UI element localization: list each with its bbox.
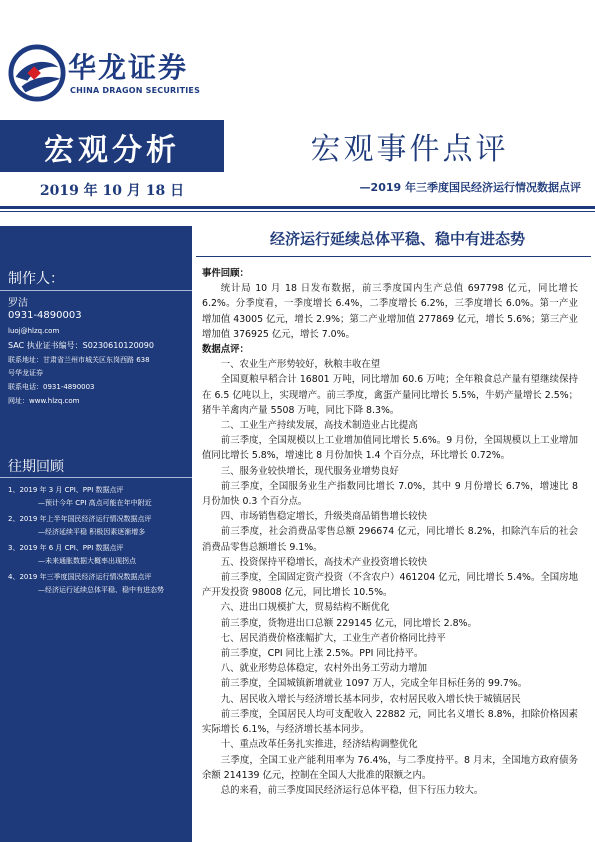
- body-paragraph: 六、进出口规模扩大，贸易结构不断优化: [220, 602, 390, 614]
- history-item-subtitle: —未来通胀数据大概率出现拐点: [38, 557, 136, 565]
- body-paragraph: 五、投资保持平稳增长，高技术产业投资增长较快: [220, 556, 428, 568]
- body-paragraph: 八、就业形势总体稳定，农村外出务工劳动力增加: [220, 663, 428, 675]
- article-headline: 经济运行延续总体平稳、稳中有进态势: [269, 230, 525, 248]
- body-paragraph: 九、居民收入增长与经济增长基本同步，农村居民收入增长快于城镇居民: [220, 693, 521, 705]
- category-title: 宏观分析: [44, 133, 180, 168]
- sac-certificate: SAC 执业证书编号：S0230610120090: [8, 341, 154, 350]
- brand-logo: [8, 42, 201, 112]
- body-paragraph: 三季度，全国工业产能利用率为 76.4%，与二季度持平。8 月末，全国地方政府债务余额 214139 亿元，控制在全国人大批准的限额之内。: [202, 754, 578, 781]
- history-item-title[interactable]: 1、2019 年 3 月 CPI、PPI 数据点评: [8, 486, 124, 494]
- section-heading: 数据点评：: [202, 344, 249, 356]
- contact-website[interactable]: 网址：www.hlzq.com: [8, 397, 80, 405]
- report-title: 宏观事件点评: [310, 132, 509, 167]
- analyst-email[interactable]: luoj@hlzq.com: [8, 327, 60, 335]
- body-paragraph: 总的来看，前三季度国民经济运行总体平稳，但下行压力较大。: [220, 784, 484, 796]
- section-heading: 事件回顾：: [202, 268, 249, 279]
- analyst-name: 罗洁: [8, 298, 28, 309]
- report-date: 2019 年 10 月 18 日: [39, 183, 185, 199]
- history-item-title[interactable]: 2、2019 年上半年国民经济运行情况数据点评: [8, 515, 152, 523]
- body-paragraph: 二、工业生产持续发展，高技术制造业占比提高: [220, 420, 418, 432]
- body-paragraph: 前三季度，全国规模以上工业增加值同比增长 5.6%。9 月份，全国规模以上工业增加值同比增长 5.8%，增速比 8 月份加快 1.4 个百分点，环比增长 0.72%。: [202, 435, 578, 462]
- report-title-band: [224, 120, 595, 172]
- history-item-subtitle: —经济运行延续总体平稳、稳中有进态势: [38, 586, 164, 594]
- brand-name-cn: 华龙证券: [68, 51, 189, 84]
- contact-address-cont: 号华龙证券: [8, 369, 43, 377]
- history-list: [8, 485, 190, 595]
- body-paragraph: 前三季度，全国居民人均可支配收入 22882 元，同比名义增长 8.8%，扣除价格因素实际增长 6.1%，与经济增长基本同步。: [202, 708, 578, 736]
- analyst-phone: 0931-4890003: [8, 310, 82, 321]
- body-paragraph: 十、重点改革任务扎实推进，经济结构调整优化: [220, 739, 418, 751]
- contact-phone: 联系电话：0931-4890003: [8, 383, 95, 391]
- dragon-swirl-logo-icon: [8, 44, 66, 102]
- body-paragraph: 四、市场销售稳定增长，升级类商品销售增长较快: [220, 511, 428, 523]
- headline-divider: [196, 256, 591, 257]
- body-paragraph: 前三季度，全国固定资产投资（不含农户）461204 亿元，同比增长 5.4%。全国房地产开发投资 98008 亿元，同比增长 10.5%。: [202, 572, 578, 599]
- body-paragraph: 前三季度，全国城镇新增就业 1097 万人，完成全年目标任务的 99.7%。: [220, 678, 528, 690]
- analyst-heading: 制作人：: [8, 271, 64, 287]
- body-paragraph: 前三季度，社会消费品零售总额 296674 亿元，同比增长 8.2%，扣除汽车后的社会消费品零售总额增长 9.1%。: [202, 526, 578, 553]
- sidebar-divider: [0, 477, 192, 478]
- sidebar-divider: [0, 290, 192, 291]
- history-item-subtitle: —预计今年 CPI 高点可能在年中附近: [38, 499, 152, 507]
- category-band: [0, 120, 224, 172]
- contact-address: 联系地址：甘肃省兰州市城关区东岗西路 638: [8, 356, 150, 364]
- history-heading: 往期回顾: [8, 459, 64, 475]
- history-item-title[interactable]: 4、2019 年三季度国民经济运行情况数据点评: [8, 573, 152, 581]
- body-paragraph: 七、居民消费价格涨幅扩大，工业生产者价格同比持平: [220, 632, 446, 644]
- body-paragraph: 三、服务业较快增长，现代服务业增势良好: [220, 465, 399, 477]
- body-paragraph: 全国夏粮早稻合计 16801 万吨，同比增加 60.6 万吨；全年粮食总产量有望继续保持在 6.5 亿吨以上，实现增产。前三季度，禽蛋产量同比增长 5.5%，牛奶产量增长 2.5%；猪牛羊禽肉产量 5508 万吨，同比下降 8.3%。: [202, 374, 578, 416]
- body-paragraph: 一、农业生产形势较好，秋粮丰收在望: [220, 359, 381, 371]
- history-item-title[interactable]: 3、2019 年 6 月 CPI、PPI 数据点评: [8, 544, 124, 552]
- body-paragraph: 前三季度，货物进出口总额 229145 亿元，同比增长 2.8%。: [220, 617, 477, 629]
- body-paragraph: 前三季度，CPI 同比上涨 2.5%。PPI 同比持平。: [220, 648, 424, 660]
- header-divider: [0, 206, 595, 209]
- body-paragraph: 统计局 10 月 18 日发布数据，前三季度国内生产总值 697798 亿元，同比增长 6.2%。分季度看，一季度增长 6.4%，二季度增长 6.2%，三季度增长 6.0%。第一产业增加值 43005 亿元，增长 2.9%；第二产业增加值 277869 亿元，增长 5.6%；第三产业增加值 376925 亿元，增长 7.0%。: [202, 283, 578, 340]
- article-body: [202, 266, 578, 798]
- report-subtitle: —2019 年三季度国民经济运行情况数据点评: [359, 181, 581, 194]
- history-item-subtitle: —经济延续平稳 积极因素逐渐增多: [38, 528, 146, 536]
- header-divider-thin: [0, 211, 595, 212]
- body-paragraph: 前三季度，全国服务业生产指数同比增长 7.0%，其中 9 月份增长 6.7%，增速比 8 月份加快 0.3 个百分点。: [202, 480, 578, 508]
- sidebar: [0, 226, 192, 842]
- brand-name-en: CHINA DRAGON SECURITIES: [70, 86, 201, 95]
